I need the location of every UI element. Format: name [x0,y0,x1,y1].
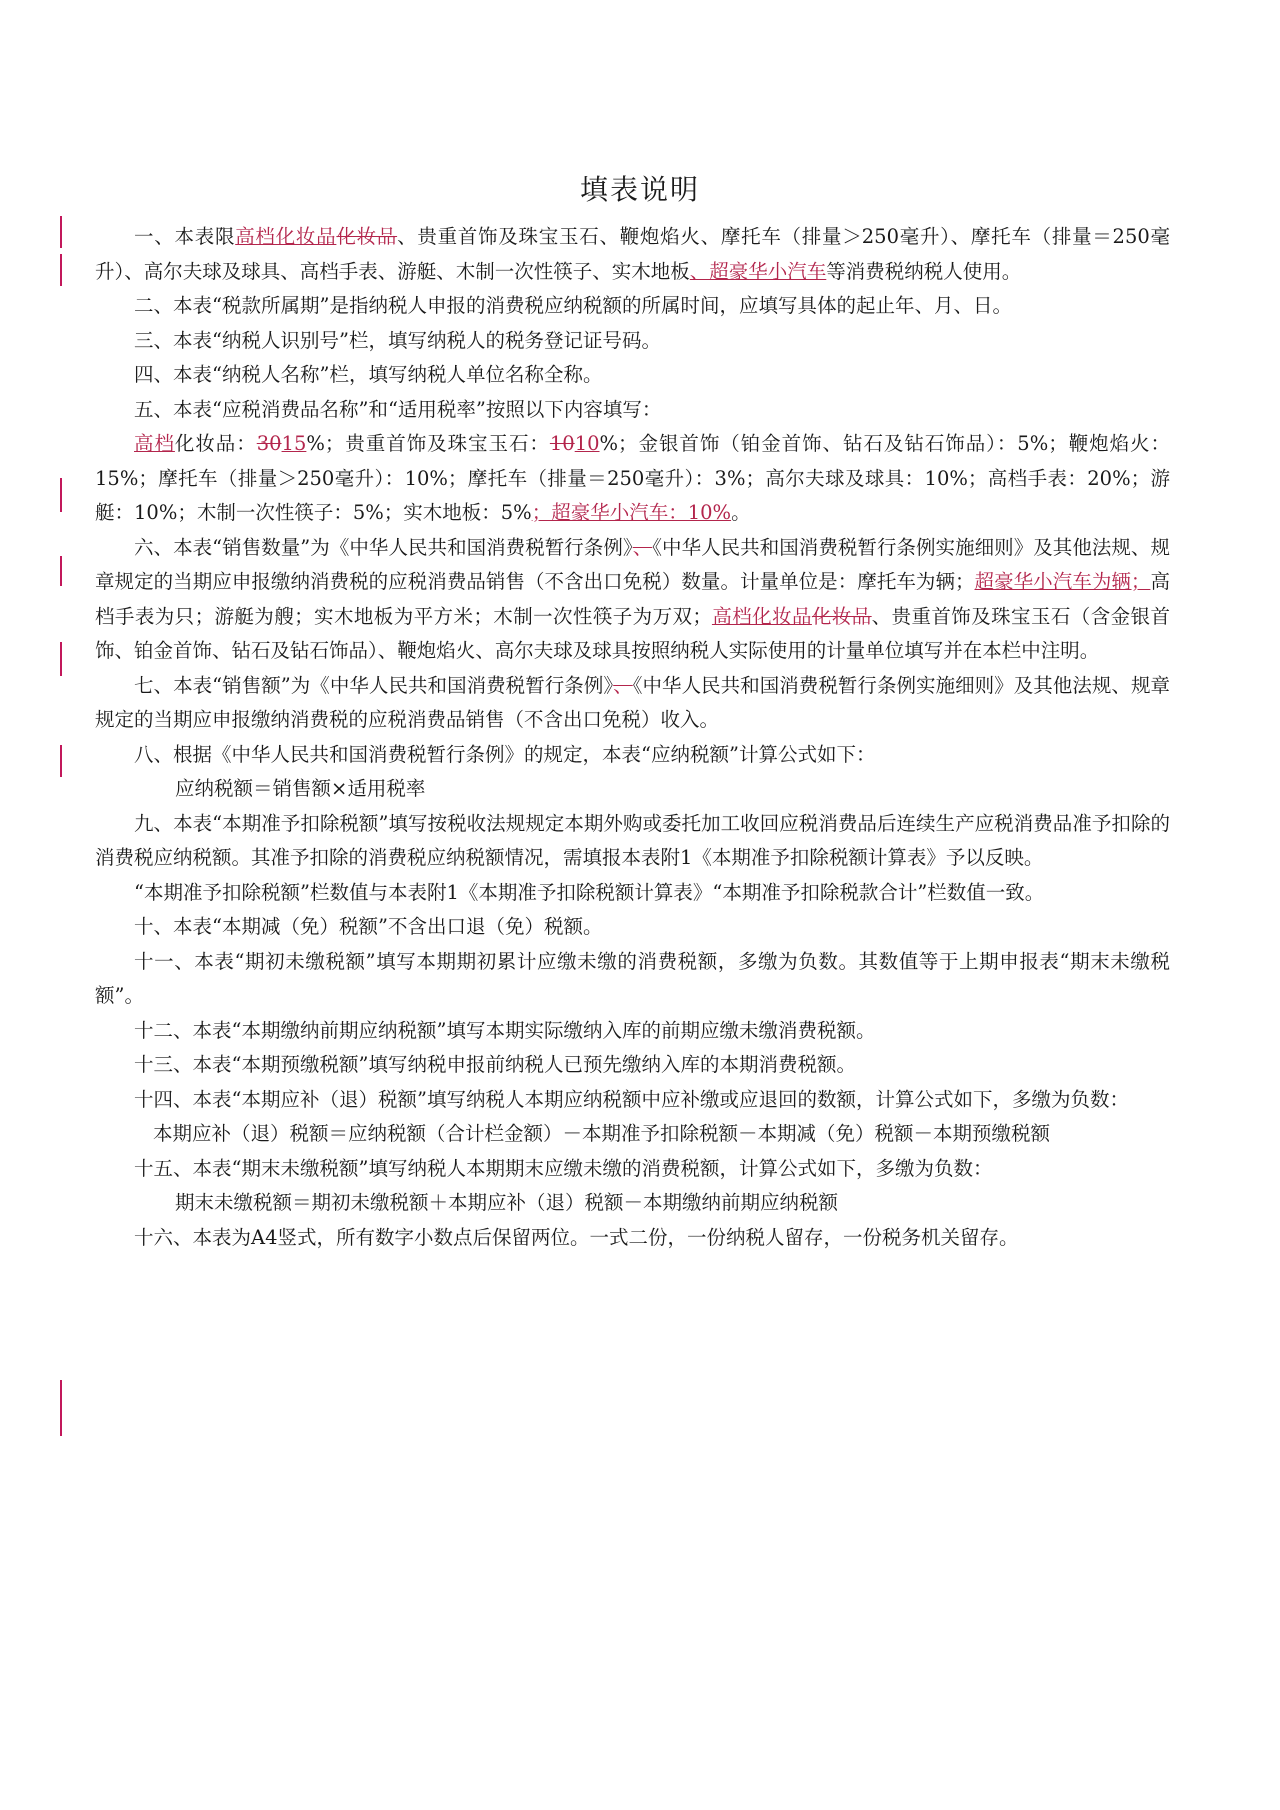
item-9: 九、本表“本期准予扣除税额”填写按税收法规规定本期外购或委托加工收回应税消费品后连续生产应税消费品准予扣除的消费税应纳税额。其准予扣除的消费税应纳税额情况，需填报本表附1《本期准予扣除税额计算表》予以反映。 [95,811,1170,869]
change-bar [60,642,62,676]
text-run: 一、本表限 [134,225,236,248]
item-13: 十三、本表“本期预缴税额”填写纳税申报前纳税人已预先缴纳入库的本期消费税额。 [134,1053,856,1076]
deleted-text: 10 [549,432,575,455]
formula-closing-unpaid: 期末未缴税额＝期初未缴税额＋本期应补（退）税额－本期缴纳前期应纳税额 [175,1191,839,1214]
deleted-text: 30 [256,432,282,455]
text-run: 《中华人民共和国消费税暂行条例实施细则》及其他法规、规章规定的当期应申报缴纳消费税的应税消费品销售（不含出口免税）收入。 [95,673,1170,731]
deleted-text: 、 [613,673,633,697]
item-2: 二、本表“税款所属期”是指纳税人申报的消费税应纳税额的所属时间，应填写具体的起止年、月、日。 [134,294,1012,317]
text-run: %；贵重首饰及珠宝玉石： [306,432,550,455]
item-15: 十五、本表“期末未缴税额”填写纳税人本期期末应缴未缴的消费税额，计算公式如下，多缴为负数： [134,1156,993,1180]
deleted-text: 、 [632,535,653,559]
text-run: %；金银首饰（铂金首饰、钻石及钻石饰品）：5%；鞭炮焰火：15%；摩托车（排量＞250毫升）：10%；摩托车（排量＝250毫升）：3%；高尔夫球及球具：10%；高档手表：20%；游艇：10%；木制一次性筷子：5%；实木地板：5% [95,432,1170,524]
item-8: 八、根据《中华人民共和国消费税暂行条例》的规定，本表“应纳税额”计算公式如下： [134,742,876,766]
item-7 [95,669,1170,738]
item-14: 十四、本表“本期应补（退）税额”填写纳税人本期应纳税额中应补缴或应退回的数额，计算公式如下，多缴为负数： [134,1087,1129,1111]
text-run: 等消费税纳税人使用。 [826,259,1022,283]
inserted-text: 高档化妆品 [235,225,337,248]
text-run: 六、本表“销售数量”为《中华人民共和国消费税暂行条例》 [134,535,633,559]
text-run: 高档手表为只；游艇为艘；实木地板为平方米；木制一次性筷子为万双； [95,570,1170,628]
formula-refund: 本期应补（退）税额＝应纳税额（合计栏金额）－本期准予扣除税额－本期减（免）税额－本期预缴税额 [153,1122,1051,1145]
item-11: 十一、本表“期初未缴税额”填写本期期初累计应缴未缴的消费税额，多缴为负数。其数值等于上期申报表“期末未缴税额”。 [95,949,1170,1007]
deleted-text: 化妆品 [336,225,398,248]
item-4: 四、本表“纳税人名称”栏，填写纳税人单位名称全称。 [134,363,603,386]
item-12: 十二、本表“本期缴纳前期应纳税额”填写本期实际缴纳入库的前期应缴未缴消费税额。 [134,1018,876,1042]
item-9-note: “本期准予扣除税额”栏数值与本表附1《本期准予扣除税额计算表》“本期准予扣除税款合计”栏数值一致。 [134,880,1045,904]
inserted-text: 高档化妆品 [711,604,812,628]
item-6 [95,531,1170,669]
inserted-text: 、超豪华小汽车 [689,259,827,283]
inserted-text: 超豪华小汽车为辆； [974,570,1151,593]
change-bar [60,1380,62,1436]
text-run: 。 [731,501,751,524]
deleted-text: 化妆品 [811,604,872,628]
change-bar [60,254,62,286]
change-bar [60,745,62,777]
item-5: 五、本表“应税消费品名称”和“适用税率”按照以下内容填写： [134,397,662,421]
inserted-text: 10 [574,432,600,455]
item-16: 十六、本表为A4竖式，所有数字小数点后保留两位。一式二份，一份纳税人留存，一份税务机关留存。 [134,1225,1019,1249]
page-title: 填表说明 [579,173,700,206]
text-run: 、贵重首饰及珠宝玉石、鞭炮焰火、摩托车（排量＞250毫升）、摩托车（排量＝250毫升）、高尔夫球及球具、高档手表、游艇、木制一次性筷子、实木地板 [95,225,1170,283]
tax-rate-list [95,427,1170,531]
inserted-text: ；超豪华小汽车：10% [531,501,732,524]
inserted-text: 15 [281,432,307,455]
item-3: 三、本表“纳税人识别号”栏，填写纳税人的税务登记证号码。 [134,328,661,352]
item-1 [95,220,1170,289]
item-10: 十、本表“本期减（免）税额”不含出口退（免）税额。 [134,915,603,938]
text-run: 七、本表“销售额”为《中华人民共和国消费税暂行条例》 [134,673,614,697]
inserted-text: 高档 [134,432,175,455]
change-bar [60,478,62,512]
text-run: 、贵重首饰及珠宝玉石（含金银首饰、铂金首饰、钻石及钻石饰品）、鞭炮焰火、高尔夫球及球具按照纳税人实际使用的计量单位填写并在本栏中注明。 [95,604,1170,662]
instructions-body [95,220,1170,1255]
formula-tax-payable: 应纳税额＝销售额×适用税率 [175,777,426,800]
text-run: 《中华人民共和国消费税暂行条例实施细则》及其他法规、规章规定的当期应申报缴纳消费税的应税消费品销售（不含出口免税）数量。计量单位是：摩托车为辆； [95,535,1170,593]
text-run: 化妆品： [174,432,257,455]
change-bar [60,216,62,248]
change-bar [60,556,62,586]
